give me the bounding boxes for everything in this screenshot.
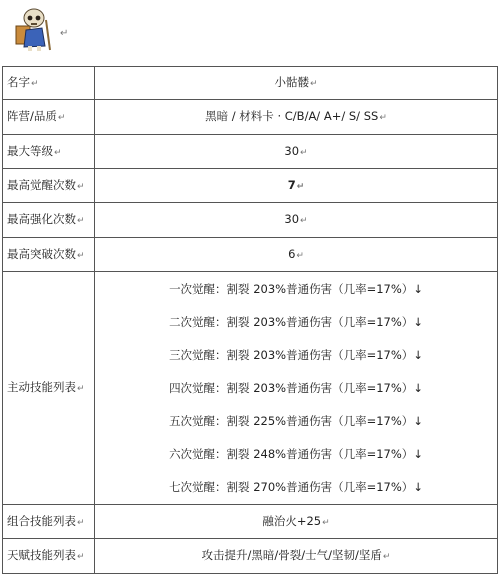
row-label: 名字↵ [3, 67, 95, 100]
row-value: 7↵ [95, 169, 498, 203]
paragraph-mark: ↵ [60, 28, 69, 39]
row-value: 小骷髅↵ [95, 67, 498, 100]
row-label: 主动技能列表↵ [3, 272, 95, 505]
skill-line: 五次觉醒：割裂 225%普通伤害（几率=17%）↓ [169, 413, 423, 428]
table-row [3, 169, 498, 203]
character-info-table [2, 66, 498, 574]
row-value: 30↵ [95, 203, 498, 238]
skill-line: 一次觉醒：割裂 203%普通伤害（几率=17%）↓ [169, 281, 423, 296]
row-label: 组合技能列表↵ [3, 505, 95, 539]
skeleton-avatar [12, 6, 58, 52]
skill-line: 六次觉醒：割裂 248%普通伤害（几率=17%）↓ [169, 446, 423, 461]
row-label: 最高突破次数↵ [3, 238, 95, 272]
row-label: 最高强化次数↵ [3, 203, 95, 238]
active-skills-row [3, 272, 498, 505]
table-row [3, 238, 498, 272]
table-row [3, 539, 498, 574]
row-value: 黑暗 / 材料卡 · C/B/A/ A+/ S/ SS↵ [95, 100, 498, 135]
skill-line: 三次觉醒：割裂 203%普通伤害（几率=17%）↓ [169, 347, 423, 362]
table-row [3, 505, 498, 539]
active-skills-list [95, 272, 498, 505]
table-row [3, 100, 498, 135]
row-label: 天赋技能列表↵ [3, 539, 95, 574]
row-value: 30↵ [95, 135, 498, 169]
table-row [3, 203, 498, 238]
row-value: 攻击提升/黑暗/骨裂/士气/坚韧/坚盾↵ [95, 539, 498, 574]
skill-line: 七次觉醒：割裂 270%普通伤害（几率=17%）↓ [169, 479, 423, 494]
row-label: 阵营/品质↵ [3, 100, 95, 135]
row-value: 6↵ [95, 238, 498, 272]
skill-line: 二次觉醒：割裂 203%普通伤害（几率=17%）↓ [169, 314, 423, 329]
table-row [3, 135, 498, 169]
row-label: 最高觉醒次数↵ [3, 169, 95, 203]
table-row [3, 67, 498, 100]
row-label: 最大等级↵ [3, 135, 95, 169]
row-value: 融治火+25↵ [95, 505, 498, 539]
skill-line: 四次觉醒：割裂 203%普通伤害（几率=17%）↓ [169, 380, 423, 395]
